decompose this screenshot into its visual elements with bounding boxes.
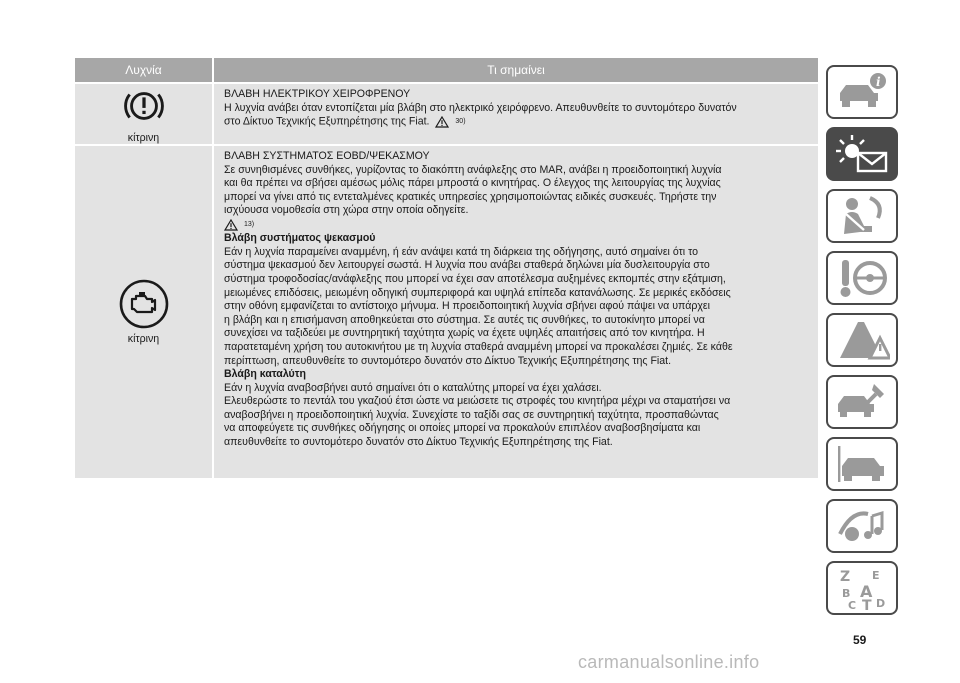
text-line: αναβοσβήνει η προειδοποιητική λυχνία. Συνεχίστε το ταξίδι σας σε συντηρητική ταχύτητα, προσπαθώντας xyxy=(224,408,719,421)
tab-maintenance[interactable] xyxy=(826,375,898,429)
text-line: απευθυνθείτε το συντομότερο δυνατόν στο Δίκτυο Τεχνικής Εξυπηρέτησης της Fiat. xyxy=(224,436,613,449)
warning-triangle-icon xyxy=(224,219,238,231)
reference-number: 30) xyxy=(455,118,466,126)
table-row xyxy=(75,146,818,478)
warning-light-message-icon xyxy=(832,131,892,177)
text-line: παρατεταμένη χρήση του αυτοκινήτου με τη λυχνία σταθερά αναμμένη μπορεί να προκαλέσει ζημιές. Σε κάθε xyxy=(224,340,733,353)
svg-text:T: T xyxy=(862,598,872,611)
svg-text:i: i xyxy=(876,75,881,89)
text-line: μειωμένες επιδόσεις, μειωμένη οδηγική συμπεριφορά και υψηλά επίπεδα κατανάλωσης. Σε μερικές εκδόσεις xyxy=(224,286,731,299)
text-line: η βλάβη και η επισήμανση αποθηκεύεται στο σύστημα. Σε αυτές τις συνθήκες, το αυτοκίνητο μπορεί να xyxy=(224,313,705,326)
hazard-road-icon xyxy=(834,318,890,362)
tab-specifications[interactable] xyxy=(826,437,898,491)
car-specs-icon xyxy=(834,442,890,486)
tab-index[interactable] xyxy=(826,561,898,615)
lamp-color-label: κίτρινη xyxy=(127,132,160,144)
text-line: Εάν η λυχνία αναβοσβήνει αυτό σημαίνει ότι ο καταλύτης μπορεί να έχει χαλάσει. xyxy=(224,381,602,394)
text-line: στο Δίκτυο Τεχνικής Εξυπηρέτησης της Fiat. xyxy=(224,115,430,128)
text-line: σύστημα τροφοδοσίας/ανάφλεξης που μπορεί να έχει σαν αποτέλεσμα αυξημένες εκπομπές στην εξάτμιση, xyxy=(224,272,726,285)
text-line: Ελευθερώστε το πεντάλ του γκαζιού έτσι ώστε να μειώσετε τις στροφές του κινητήρα μέχρι να σταματήσει να xyxy=(224,395,731,408)
watermark: carmanualsonline.info xyxy=(578,652,760,672)
header-meaning: Τι σημαίνει xyxy=(214,58,818,82)
table-header xyxy=(75,58,818,82)
svg-text:Z: Z xyxy=(840,569,851,585)
tab-multimedia[interactable] xyxy=(826,499,898,553)
svg-text:B: B xyxy=(842,587,851,600)
svg-text:A: A xyxy=(860,582,873,601)
text-line: συνεχίσει να ταξιδεύει με συντηρητική ταχύτητα χωρίς να έχετε υψηλές απαιτήσεις από τον κινητήρα. Η xyxy=(224,327,705,340)
lamp-color-label: κίτρινη xyxy=(127,333,160,345)
key-steering-wheel-icon xyxy=(834,256,890,300)
text-line: να αποφεύγετε τις συνθήκες οδήγησης οι οποίες μπορεί να προκαλούν επιπλέον αναβοσβησίματα και xyxy=(224,422,701,435)
tab-safety[interactable] xyxy=(826,189,898,243)
multimedia-icon xyxy=(834,504,890,548)
car-info-icon xyxy=(834,71,890,113)
text-line: και θα πρέπει να σβήσει αμέσως μόλις πάρει μπροστά ο κινητήρας. Ο έλεγχος της λειτουργίας της λυχνίας xyxy=(224,177,721,190)
text-line: ισχύουσα νομοθεσία στη χώρα στην οποία οδηγείτε. xyxy=(224,204,469,217)
tab-warning-lights[interactable] xyxy=(826,127,898,181)
text-line: Εάν η λυχνία παραμείνει αναμμένη, ή εάν ανάψει κατά τη διάρκεια της οδήγησης, αυτό σημαίνει ότι το xyxy=(224,245,698,258)
seatbelt-airbag-icon xyxy=(834,194,890,238)
warning-triangle-icon xyxy=(435,116,449,128)
text-line: μπορεί να γίνει από τις εντεταλμένες κρατικές υπηρεσίες χρησιμοποιώντας ειδικές συσκευές. Τηρήστε την xyxy=(224,190,717,203)
text-line: Σε συνηθισμένες συνθήκες, γυρίζοντας το διακόπτη ανάφλεξης στο MAR, ανάβει η προειδοποιητική λυχνία xyxy=(224,163,722,176)
index-letters-icon xyxy=(834,565,890,611)
header-lamp: Λυχνία xyxy=(75,58,212,82)
svg-text:E: E xyxy=(872,569,880,582)
meaning-text xyxy=(214,84,818,144)
warning-lights-table xyxy=(75,58,818,478)
tab-starting-driving[interactable] xyxy=(826,251,898,305)
subheading: Βλάβη καταλύτη xyxy=(224,368,306,381)
text-line: Η λυχνία ανάβει όταν εντοπίζεται μία βλάβη στο ηλεκτρικό χειρόφρενο. Απευθυνθείτε το συντομότερο δυνατόν xyxy=(224,101,737,114)
reference-number: 13) xyxy=(243,220,255,228)
engine-check-icon xyxy=(119,279,169,329)
text-line: περίπτωση, απευθυνθείτε το συντομότερο δυνατόν στο Δίκτυο Τεχνικής Εξυπηρέτησης της Fiat. xyxy=(224,354,672,367)
text-line: σύστημα ψεκασμού δεν λειτουργεί σωστά. Η λυχνία που ανάβει σταθερά δηλώνει μία δυσλειτουργία στο xyxy=(224,259,710,272)
wrench-car-icon xyxy=(834,380,890,424)
text-line: ΒΛΑΒΗ ΗΛΕΚΤΡΙΚΟΥ ΧΕΙΡΟΦΡΕΝΟΥ xyxy=(224,88,411,100)
page-number: 59 xyxy=(853,633,867,647)
table-row xyxy=(75,84,818,144)
tab-car-info[interactable] xyxy=(826,65,898,119)
svg-text:D: D xyxy=(876,597,886,610)
subheading: Βλάβη συστήματος ψεκασμού xyxy=(224,232,376,245)
svg-text:C: C xyxy=(848,599,857,611)
text-line: στην οθόνη εμφανίζεται το αντίστοιχο μήνυμα. Η προειδοποιητική λυχνία σβήνει αφού πάψει να υπάρχει xyxy=(224,300,710,313)
meaning-text xyxy=(214,146,818,478)
text-line: ΒΛΑΒΗ ΣΥΣΤΗΜΑΤΟΣ EOBD/ΨΕΚΑΣΜΟΥ xyxy=(224,150,430,162)
tab-emergency[interactable] xyxy=(826,313,898,367)
brake-warning-icon xyxy=(121,84,167,128)
